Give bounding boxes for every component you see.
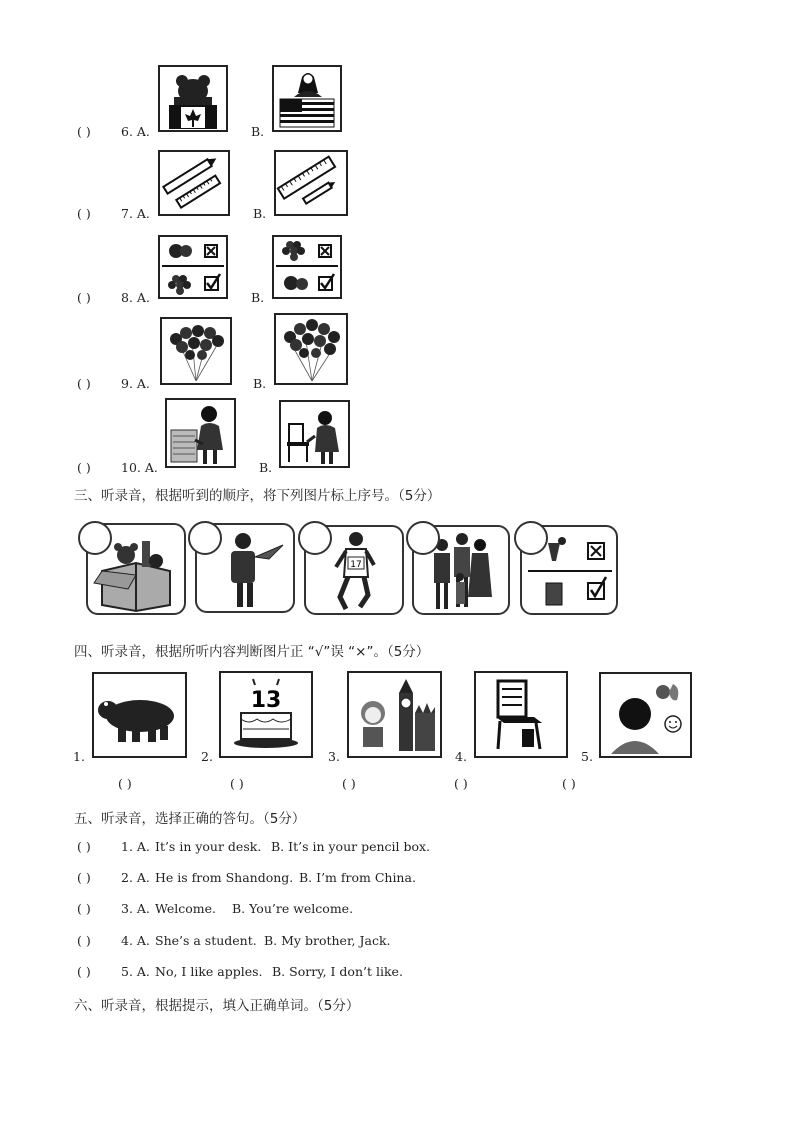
birthday-cake-icon[interactable]	[219, 671, 313, 758]
item-number: 5. A.	[121, 964, 150, 979]
option-b-label: B.	[251, 124, 265, 139]
answer-paren[interactable]: ( )	[77, 290, 91, 305]
answer-paren[interactable]: ( )	[562, 776, 576, 791]
canada-bear-icon[interactable]	[158, 65, 228, 132]
answer-paren[interactable]: ( )	[454, 776, 468, 791]
boy-fruit-icon[interactable]	[599, 672, 692, 758]
balloons-icon[interactable]	[274, 313, 348, 385]
item-number: 1. A.	[121, 839, 150, 854]
item-number: 10. A.	[121, 460, 158, 475]
girl-at-chair-icon[interactable]	[279, 400, 350, 468]
answer-paren[interactable]: ( )	[77, 124, 91, 139]
girl-at-desk-icon[interactable]	[165, 398, 236, 468]
hippo-icon[interactable]	[92, 672, 187, 758]
answer-paren[interactable]: ( )	[77, 206, 91, 221]
answer-paren[interactable]: ( )	[118, 776, 132, 791]
section-heading: 三、听录音，根据听到的顺序，将下列图片标上序号。（5分）	[74, 488, 441, 504]
answer-paren[interactable]: ( )	[230, 776, 244, 791]
answer-paren[interactable]: ( )	[77, 933, 91, 948]
option-b-text: B. My brother, Jack.	[264, 933, 391, 948]
answer-paren[interactable]: ( )	[77, 964, 91, 979]
item-number: 8. A.	[121, 290, 150, 305]
pencil-ruler-icon[interactable]	[158, 150, 230, 216]
answer-paren[interactable]: ( )	[342, 776, 356, 791]
option-a-text: She’s a student.	[155, 933, 257, 948]
answer-paren[interactable]: ( )	[77, 376, 91, 391]
answer-paren[interactable]: ( )	[77, 460, 91, 475]
apples-no-grapes-yes-icon[interactable]	[158, 235, 228, 299]
picture-number: 3.	[328, 749, 340, 764]
option-b-label: B.	[253, 206, 267, 221]
number-circle[interactable]	[78, 521, 112, 555]
picture-number: 1.	[73, 749, 85, 764]
ruler-pencil-icon[interactable]	[274, 150, 348, 216]
option-b-text: B. I’m from China.	[299, 870, 416, 885]
item-number: 9. A.	[121, 376, 150, 391]
item-number: 7. A.	[121, 206, 150, 221]
option-a-text: Welcome.	[155, 901, 216, 916]
answer-paren[interactable]: ( )	[77, 870, 91, 885]
option-b-label: B.	[253, 376, 267, 391]
section-heading: 六、听录音，根据提示，填入正确单词。（5分）	[74, 998, 360, 1014]
option-b-text: B. You’re welcome.	[232, 901, 354, 916]
picture-number: 2.	[201, 749, 213, 764]
grapes-no-apples-yes-icon[interactable]	[272, 235, 342, 299]
option-a-text: No, I like apples.	[155, 964, 263, 979]
number-circle[interactable]	[188, 521, 222, 555]
london-girl-icon[interactable]	[347, 671, 442, 758]
section-heading: 四、听录音，根据所听内容判断图片正 “√”误 “×”。（5分）	[74, 644, 430, 660]
item-number: 3. A.	[121, 901, 150, 916]
section-heading: 五、听录音，选择正确的答句。（5分）	[74, 811, 306, 827]
answer-paren[interactable]: ( )	[77, 901, 91, 916]
chair-icon[interactable]	[474, 671, 568, 758]
option-b-label: B.	[251, 290, 265, 305]
item-number: 6. A.	[121, 124, 150, 139]
item-number: 2. A.	[121, 870, 150, 885]
item-number: 4. A.	[121, 933, 150, 948]
usa-eagle-icon[interactable]	[272, 65, 342, 132]
picture-number: 5.	[581, 749, 593, 764]
number-circle[interactable]	[298, 521, 332, 555]
option-b-text: B. Sorry, I don’t like.	[272, 964, 403, 979]
option-b-label: B.	[259, 460, 273, 475]
balloons-icon[interactable]	[160, 317, 232, 385]
answer-paren[interactable]: ( )	[77, 839, 91, 854]
number-circle[interactable]	[514, 521, 548, 555]
number-circle[interactable]	[406, 521, 440, 555]
option-a-text: He is from Shandong.	[155, 870, 294, 885]
picture-number: 4.	[455, 749, 467, 764]
runner-number: 17	[350, 560, 362, 570]
cake-digits: 13	[250, 688, 282, 713]
option-a-text: It’s in your desk.	[155, 839, 262, 854]
option-b-text: B. It’s in your pencil box.	[271, 839, 431, 854]
